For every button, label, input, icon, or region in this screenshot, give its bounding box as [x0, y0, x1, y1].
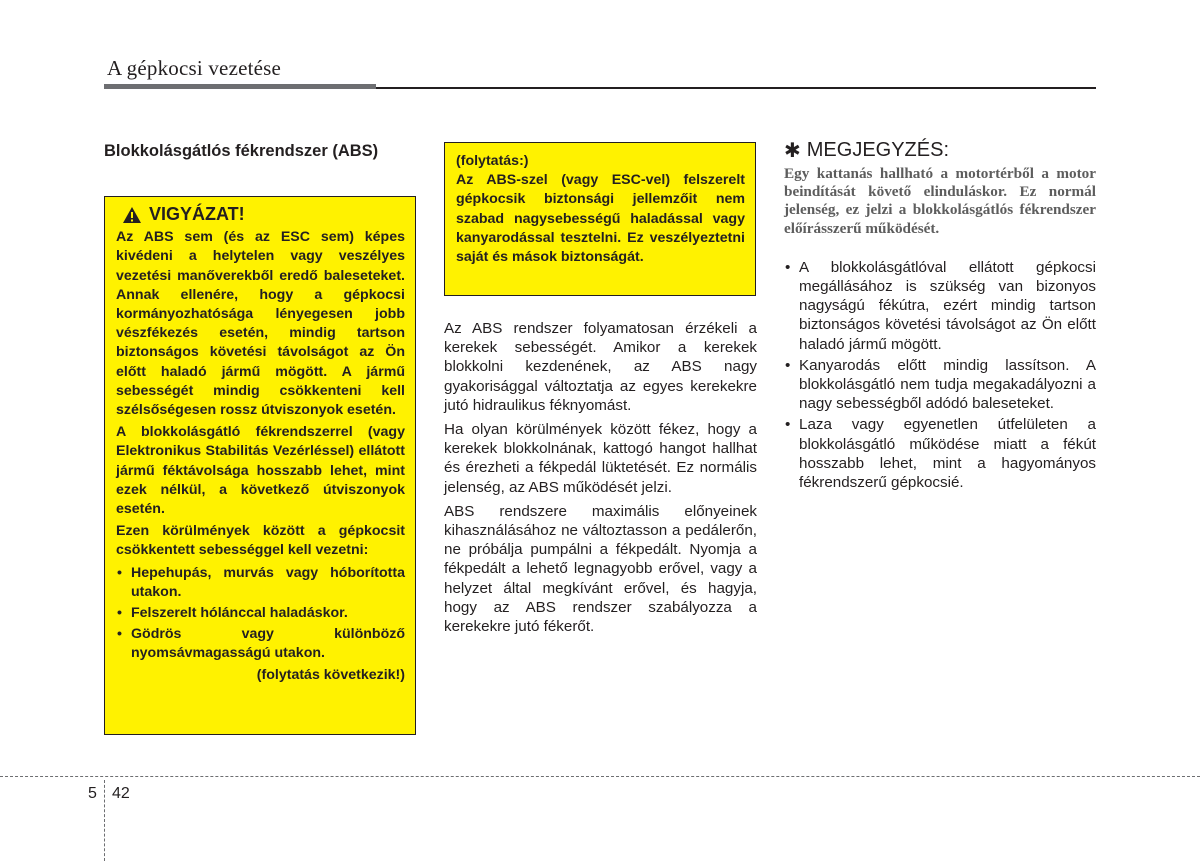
note-bullet: • Laza vagy egyenetlen útfelületen a blokkolásgátló működése miatt a fékút hosszabb lehet, mint a hagyományos fékrendszerű gépkocsié. — [784, 415, 1096, 492]
note-text: Egy kattanás hallható a motortérből a motor beindítását követő elinduláskor. Ez normál jelenség, ez jelzi a blokkolásgátlós fékrendszer előírásszerű működését. — [784, 165, 1096, 237]
warning-paragraph: A blokkolásgátló fékrendszerrel (vagy Elektronikus Stabilitás Vezérléssel) ellátott jármű féktávolsága hosszabb lehet, mint ezek nélkül, a következő útviszonyok esetén. — [116, 424, 405, 518]
note-bullet: • Kanyarodás előtt mindig lassítson. A blokkolásgátló nem tudja megakadályozni a nagy sebességből adódó baleseteket. — [784, 356, 1096, 414]
warning-paragraph: Ezen körülmények között a gépkocsit csökkentett sebességgel kell vezetni: — [116, 523, 405, 559]
body-paragraph: ABS rendszere maximális előnyeinek kihasználásához ne változtasson a pedálerőn, ne próbálja pumpálni a fékpedált. Nyomja a fékpedált a lehető legnagyobb erővel, vagy a helyzet által megkívánt erővel, és hagyja, hogy az ABS rendszer szabályozza a kerekekre jutó fékerőt. — [444, 502, 757, 636]
body-paragraph: Ha olyan körülmények között fékez, hogy a kerekek blokkolnának, kattogó hangot hallhat és érezheti a fékpedál lüktetését. Ez normális jelenség, az ABS működését jelzi. — [444, 421, 757, 496]
footer-margin-line — [104, 780, 105, 861]
right-column — [784, 138, 1096, 494]
footer-divider — [0, 776, 1200, 777]
note-bullet-list — [784, 258, 1096, 492]
continued-note: (folytatás következik!) — [256, 666, 405, 683]
middle-body — [444, 319, 757, 641]
section-heading: Blokkolásgátlós fékrendszer (ABS) — [104, 142, 379, 160]
chapter-number: 5 — [88, 785, 97, 802]
page-number: 42 — [112, 785, 130, 802]
continuation-box — [444, 142, 756, 296]
warning-bullet-list — [116, 564, 405, 664]
warning-bullet: • Gödrös vagy különböző nyomsávmagasságú utakon. — [116, 625, 405, 663]
asterisk-icon: ✱ — [784, 140, 801, 162]
warning-title — [122, 205, 405, 224]
warning-bullet: • Hepehupás, murvás vagy hóborította utakon. — [116, 564, 405, 602]
continuation-text: Az ABS-szel (vagy ESC-vel) felszerelt gépkocsik biztonsági jellemzőit nem szabad nagysebességű haladással vagy kanyarodással tesztelni. Ez veszélyeztetni saját és mások biztonságát. — [456, 172, 745, 266]
note-heading-text: MEGJEGYZÉS: — [806, 139, 950, 161]
header-rule-thin — [376, 87, 1096, 89]
left-column — [104, 141, 404, 161]
chapter-title: A gépkocsi vezetése — [107, 56, 282, 80]
warning-title-text: VIGYÁZAT! — [149, 204, 245, 224]
warning-box — [104, 196, 416, 735]
warning-triangle-icon — [122, 206, 142, 224]
warning-paragraph: Az ABS sem (és az ESC sem) képes kivédeni a helytelen vagy veszélyes vezetési manőverekből eredő baleseteket. Annak ellenére, hogy a gépkocsi kormányozhatósága lényegesen jobb vészfékezés esetén, mindig tartson biztonságos követési távolságot az Ön előtt haladó jármű mögött. A jármű sebességét mindig csökkenteni kell szélsőségesen rossz útviszonyok esetén. — [116, 229, 405, 419]
warning-bullet: • Felszerelt hólánccal haladáskor. — [116, 604, 405, 623]
header-rule-thick — [104, 84, 376, 89]
continuation-label: (folytatás:) — [456, 153, 529, 169]
body-paragraph: Az ABS rendszer folyamatosan érzékeli a kerekek sebességét. Amikor a kerekek blokkolni kezdenének, az ABS nagy gyakorisággal változtatja az egyes kerekekre jutó hidraulikus féknyomást. — [444, 320, 757, 414]
note-bullet: • A blokkolásgátlóval ellátott gépkocsi megállásához is szükség van bizonyos nagyságú fékútra, ezért mindig tartson biztonságos követési távolságot az Ön előtt haladó jármű mögött. — [784, 258, 1096, 354]
note-heading — [784, 138, 1096, 163]
